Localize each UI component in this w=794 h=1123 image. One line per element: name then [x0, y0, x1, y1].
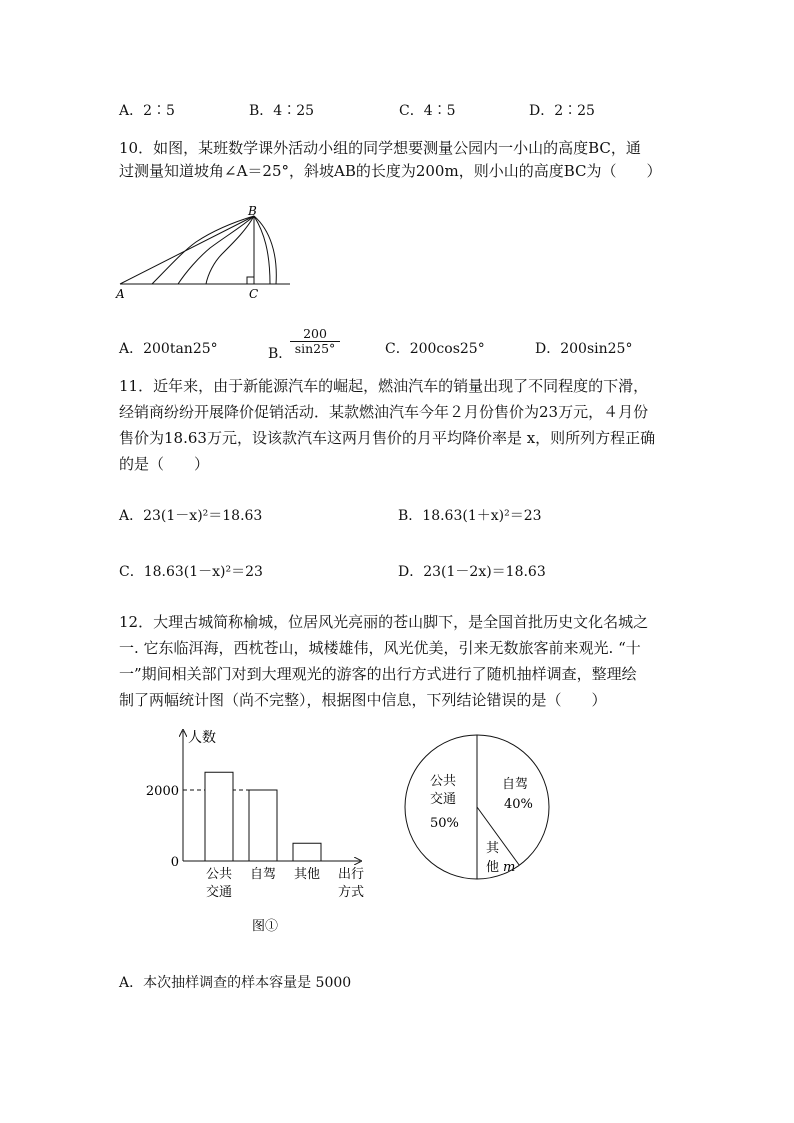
- q11-stem-line1: 11．近年来，由于新能源汽车的崛起，燃油汽车的销量出现了不同程度的下滑，: [119, 377, 649, 395]
- slice-label-public-line1: 公共: [430, 774, 457, 789]
- q10-stem-line2: 过测量知道坡角∠A＝25°，斜坡AB的长度为200m，则小山的高度BC为（ ）: [119, 162, 662, 180]
- slice-label-selfdrive: 自驾: [502, 777, 529, 792]
- contour-4: [254, 216, 270, 284]
- q11-stem-line3: 售价为18.63万元，设该款汽车这两月售价的月平均降价率是 x，则所列方程正确: [119, 429, 656, 447]
- pie-divider-2: [477, 807, 519, 865]
- q9-option-b: B．4∶25: [249, 103, 315, 119]
- label-a: A: [116, 287, 125, 301]
- q10-stem-line1: 10．如图，某班数学课外活动小组的同学想要测量公园内一小山的高度BC，通: [119, 139, 641, 157]
- q11-option-c: C．18.63(1－x)²＝23: [119, 564, 263, 580]
- q11-stem-line4: 的是（ ）: [119, 455, 210, 473]
- fraction-numerator: 200: [303, 326, 327, 341]
- label-b: B: [248, 204, 257, 218]
- q10-mountain-figure: [114, 200, 304, 305]
- contour-3: [206, 216, 254, 284]
- label-c: C: [249, 287, 259, 301]
- bar-1: [205, 772, 233, 861]
- chart-caption: 图①: [252, 919, 279, 934]
- x-axis-label-line2: 方式: [338, 885, 365, 900]
- q12-stem-line4: 制了两幅统计图（尚不完整），根据图中信息，下列结论错误的是（ ）: [119, 691, 607, 709]
- q12-stem-line1: 12．大理古城简称榆城，位居风光亮丽的苍山脚下，是全国首批历史文化名城之: [119, 613, 649, 631]
- slice-label-other-line2: 他: [486, 860, 500, 875]
- q10-option-a: A．200tan25°: [119, 341, 218, 357]
- bar-3: [293, 843, 321, 861]
- q11-option-b: B．18.63(1＋x)²＝23: [398, 508, 542, 524]
- q12-option-a: A．本次抽样调查的样本容量是 5000: [119, 975, 352, 991]
- pie-chart: [400, 730, 555, 885]
- q9-option-d: D．2∶25: [529, 103, 595, 119]
- q12-stem-line2: 一. 它东临洱海，西枕苍山，城楼雄伟，风光优美，引来无数旅客前来观光. “十: [119, 639, 641, 657]
- slice-value-other: m: [503, 860, 516, 875]
- category-label-3-line1: 其他: [293, 867, 321, 882]
- bar-chart: [145, 725, 375, 940]
- contour-2: [178, 216, 254, 284]
- fraction-denominator: sin25°: [290, 341, 340, 356]
- bar-2: [249, 790, 277, 861]
- q9-option-c: C．4∶5: [399, 103, 456, 119]
- category-label-2-line1: 自驾: [249, 867, 277, 882]
- q11-stem-line2: 经销商纷纷开展降价促销活动．某款燃油汽车今年２月份售价为23万元，４月份: [119, 403, 649, 421]
- y-tick-0: 0: [170, 855, 179, 870]
- q9-option-a: A．2∶5: [119, 103, 175, 119]
- slice-label-other-line1: 其: [486, 841, 500, 856]
- right-angle-mark: [247, 277, 254, 284]
- contour-1: [152, 216, 254, 284]
- q10-option-b-fraction: [290, 327, 340, 356]
- q10-option-c: C．200cos25°: [385, 341, 485, 357]
- x-axis-label-line1: 出行: [338, 867, 365, 882]
- category-label-1-line1: 公共: [205, 867, 233, 882]
- y-axis-label: 人数: [188, 730, 216, 746]
- y-tick-2000: 2000: [145, 784, 179, 799]
- slice-value-selfdrive: 40%: [504, 797, 533, 812]
- q10-option-b-prefix: B．: [268, 346, 293, 362]
- category-label-1-line2: 交通: [205, 885, 233, 900]
- q11-option-a: A．23(1－x)²＝18.63: [119, 508, 263, 524]
- q12-stem-line3: 一”期间相关部门对到大理观光的游客的出行方式进行了随机抽样调查，整理绘: [119, 665, 637, 683]
- q10-option-d: D．200sin25°: [535, 341, 633, 357]
- contour-5: [254, 216, 276, 284]
- slice-value-public: 50%: [430, 816, 459, 831]
- slice-label-public-line2: 交通: [430, 792, 457, 807]
- q11-option-d: D．23(1－2x)＝18.63: [398, 564, 546, 580]
